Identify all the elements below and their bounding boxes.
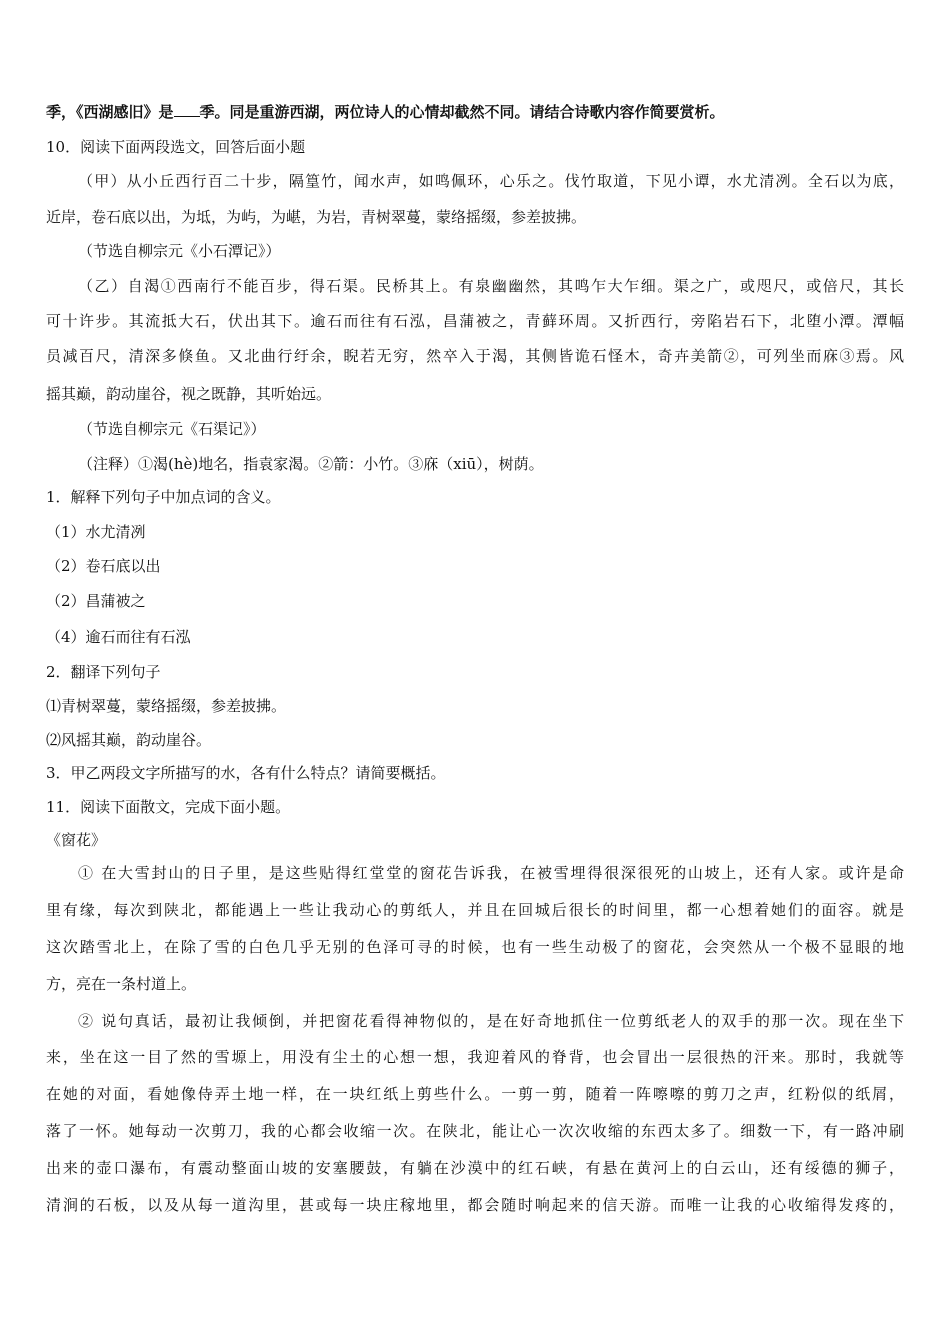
essay-title: 《窗花》: [46, 831, 107, 849]
sub-question-1-item-2: （2）卷石底以出: [46, 557, 161, 575]
question-11-heading: 11．阅读下面散文，完成下面小题。: [46, 798, 291, 816]
sub-question-1-item-1: （1）水尤清冽: [46, 523, 146, 541]
essay-p1-line-3: 这次踏雪北上，在除了雪的白色几乎无别的色泽可寻的时候，也有一些生动极了的窗花，会突然从一个极不显眼的地: [46, 938, 904, 956]
passage-a-line-2: 近岸，卷石底以出，为坻，为屿，为嵁，为岩，青树翠蔓，蒙络摇缀，参差披拂。: [46, 208, 587, 226]
passage-a-source: （节选自柳宗元《小石潭记》）: [78, 242, 281, 260]
essay-p2-line-3: 在她的对面，看她像侍弄土地一样，在一块红纸上剪些什么。一剪一剪，随着一阵嚓嚓的剪刀之声，红粉似的纸屑，: [46, 1085, 904, 1103]
essay-p1-line-4: 方，亮在一条村道上。: [46, 975, 197, 993]
line-1a: 季，《西湖感旧》是: [46, 103, 174, 121]
annotation-notes: （注释）①渴(hè)地名，指袁家渴。②箭：小竹。③庥（xiū），树荫。: [78, 455, 544, 473]
sub-question-2-item-2: ⑵风摇其巅，韵动崖谷。: [46, 731, 212, 749]
sub-question-2: 2．翻译下列句子: [46, 663, 161, 681]
essay-p2-line-1: ② 说句真话，最初让我倾倒，并把窗花看得神物似的，是在好奇地抓住一位剪纸老人的双手的那一次。现在坐下: [78, 1012, 904, 1030]
passage-b-line-2: 可十许步。其流抵大石，伏出其下。逾石而往有石泓，昌蒲被之，青藓环周。又折西行，旁陷岩石下，北堕小潭。潭幅: [46, 312, 904, 330]
essay-p2-line-6: 清涧的石板，以及从每一道沟里，甚或每一块庄稼地里，都会随时响起来的信天游。而唯一让我的心收缩得发疼的，: [46, 1196, 904, 1214]
question-9-tail: [46, 101, 904, 123]
passage-a-line-1: （甲）从小丘西行百二十步，隔篁竹，闻水声，如鸣佩环，心乐之。伐竹取道，下见小谭，水尤清冽。全石以为底，: [78, 172, 904, 190]
sub-question-3: 3．甲乙两段文字所描写的水，各有什么特点？请简要概括。: [46, 764, 446, 782]
essay-p2-line-2: 来，坐在这一目了然的雪塬上，用没有尘土的心想一想，我迎着风的脊背，也会冒出一层很热的汗来。那时，我就等: [46, 1048, 904, 1066]
sub-question-1-item-4: （4）逾石而往有石泓: [46, 628, 191, 646]
passage-b-line-4: 摇其巅，韵动崖谷，视之既静，其听始远。: [46, 385, 332, 403]
sub-question-1: 1．解释下列句子中加点词的含义。: [46, 488, 281, 506]
line-1b: 季。同是重游西湖，两位诗人的心情却截然不同。请结合诗歌内容作简要赏析。: [199, 103, 725, 121]
passage-b-source: （节选自柳宗元《石渠记》）: [78, 420, 266, 438]
passage-b-line-1: （乙）自渴①西南行不能百步，得石渠。民桥其上。有泉幽幽然，其鸣乍大乍细。渠之广，或咫尺，或倍尺，其长: [78, 277, 904, 295]
sub-question-1-item-3: （2）昌蒲被之: [46, 592, 146, 610]
essay-p2-line-5: 出来的壶口瀑布，有震动整面山坡的安塞腰鼓，有躺在沙漠中的红石峡，有悬在黄河上的白云山，还有绥德的狮子，: [46, 1159, 904, 1177]
question-10-heading: 10．阅读下面两段选文，回答后面小题: [46, 138, 306, 156]
essay-p2-line-4: 落了一怀。她每动一次剪刀，我的心都会收缩一次。在陕北，能让心一次次收缩的东西太多了。细数一下，有一路冲刷: [46, 1122, 904, 1140]
answer-blank: [174, 102, 200, 117]
sub-question-2-item-1: ⑴青树翠蔓，蒙络摇缀，参差披拂。: [46, 697, 287, 715]
passage-b-line-3: 员减百尺，清深多倏鱼。又北曲行纡余，睨若无穷，然卒入于渴，其侧皆诡石怪木，奇卉美箭②，可列坐而庥③焉。风: [46, 347, 904, 365]
essay-p1-line-1: ① 在大雪封山的日子里，是这些贴得红堂堂的窗花告诉我，在被雪埋得很深很死的山坡上，还有人家。或许是命: [78, 864, 904, 882]
essay-p1-line-2: 里有缘，每次到陕北，都能遇上一些让我动心的剪纸人，并且在回城后很长的时间里，都一心想着她们的面容。就是: [46, 901, 904, 919]
